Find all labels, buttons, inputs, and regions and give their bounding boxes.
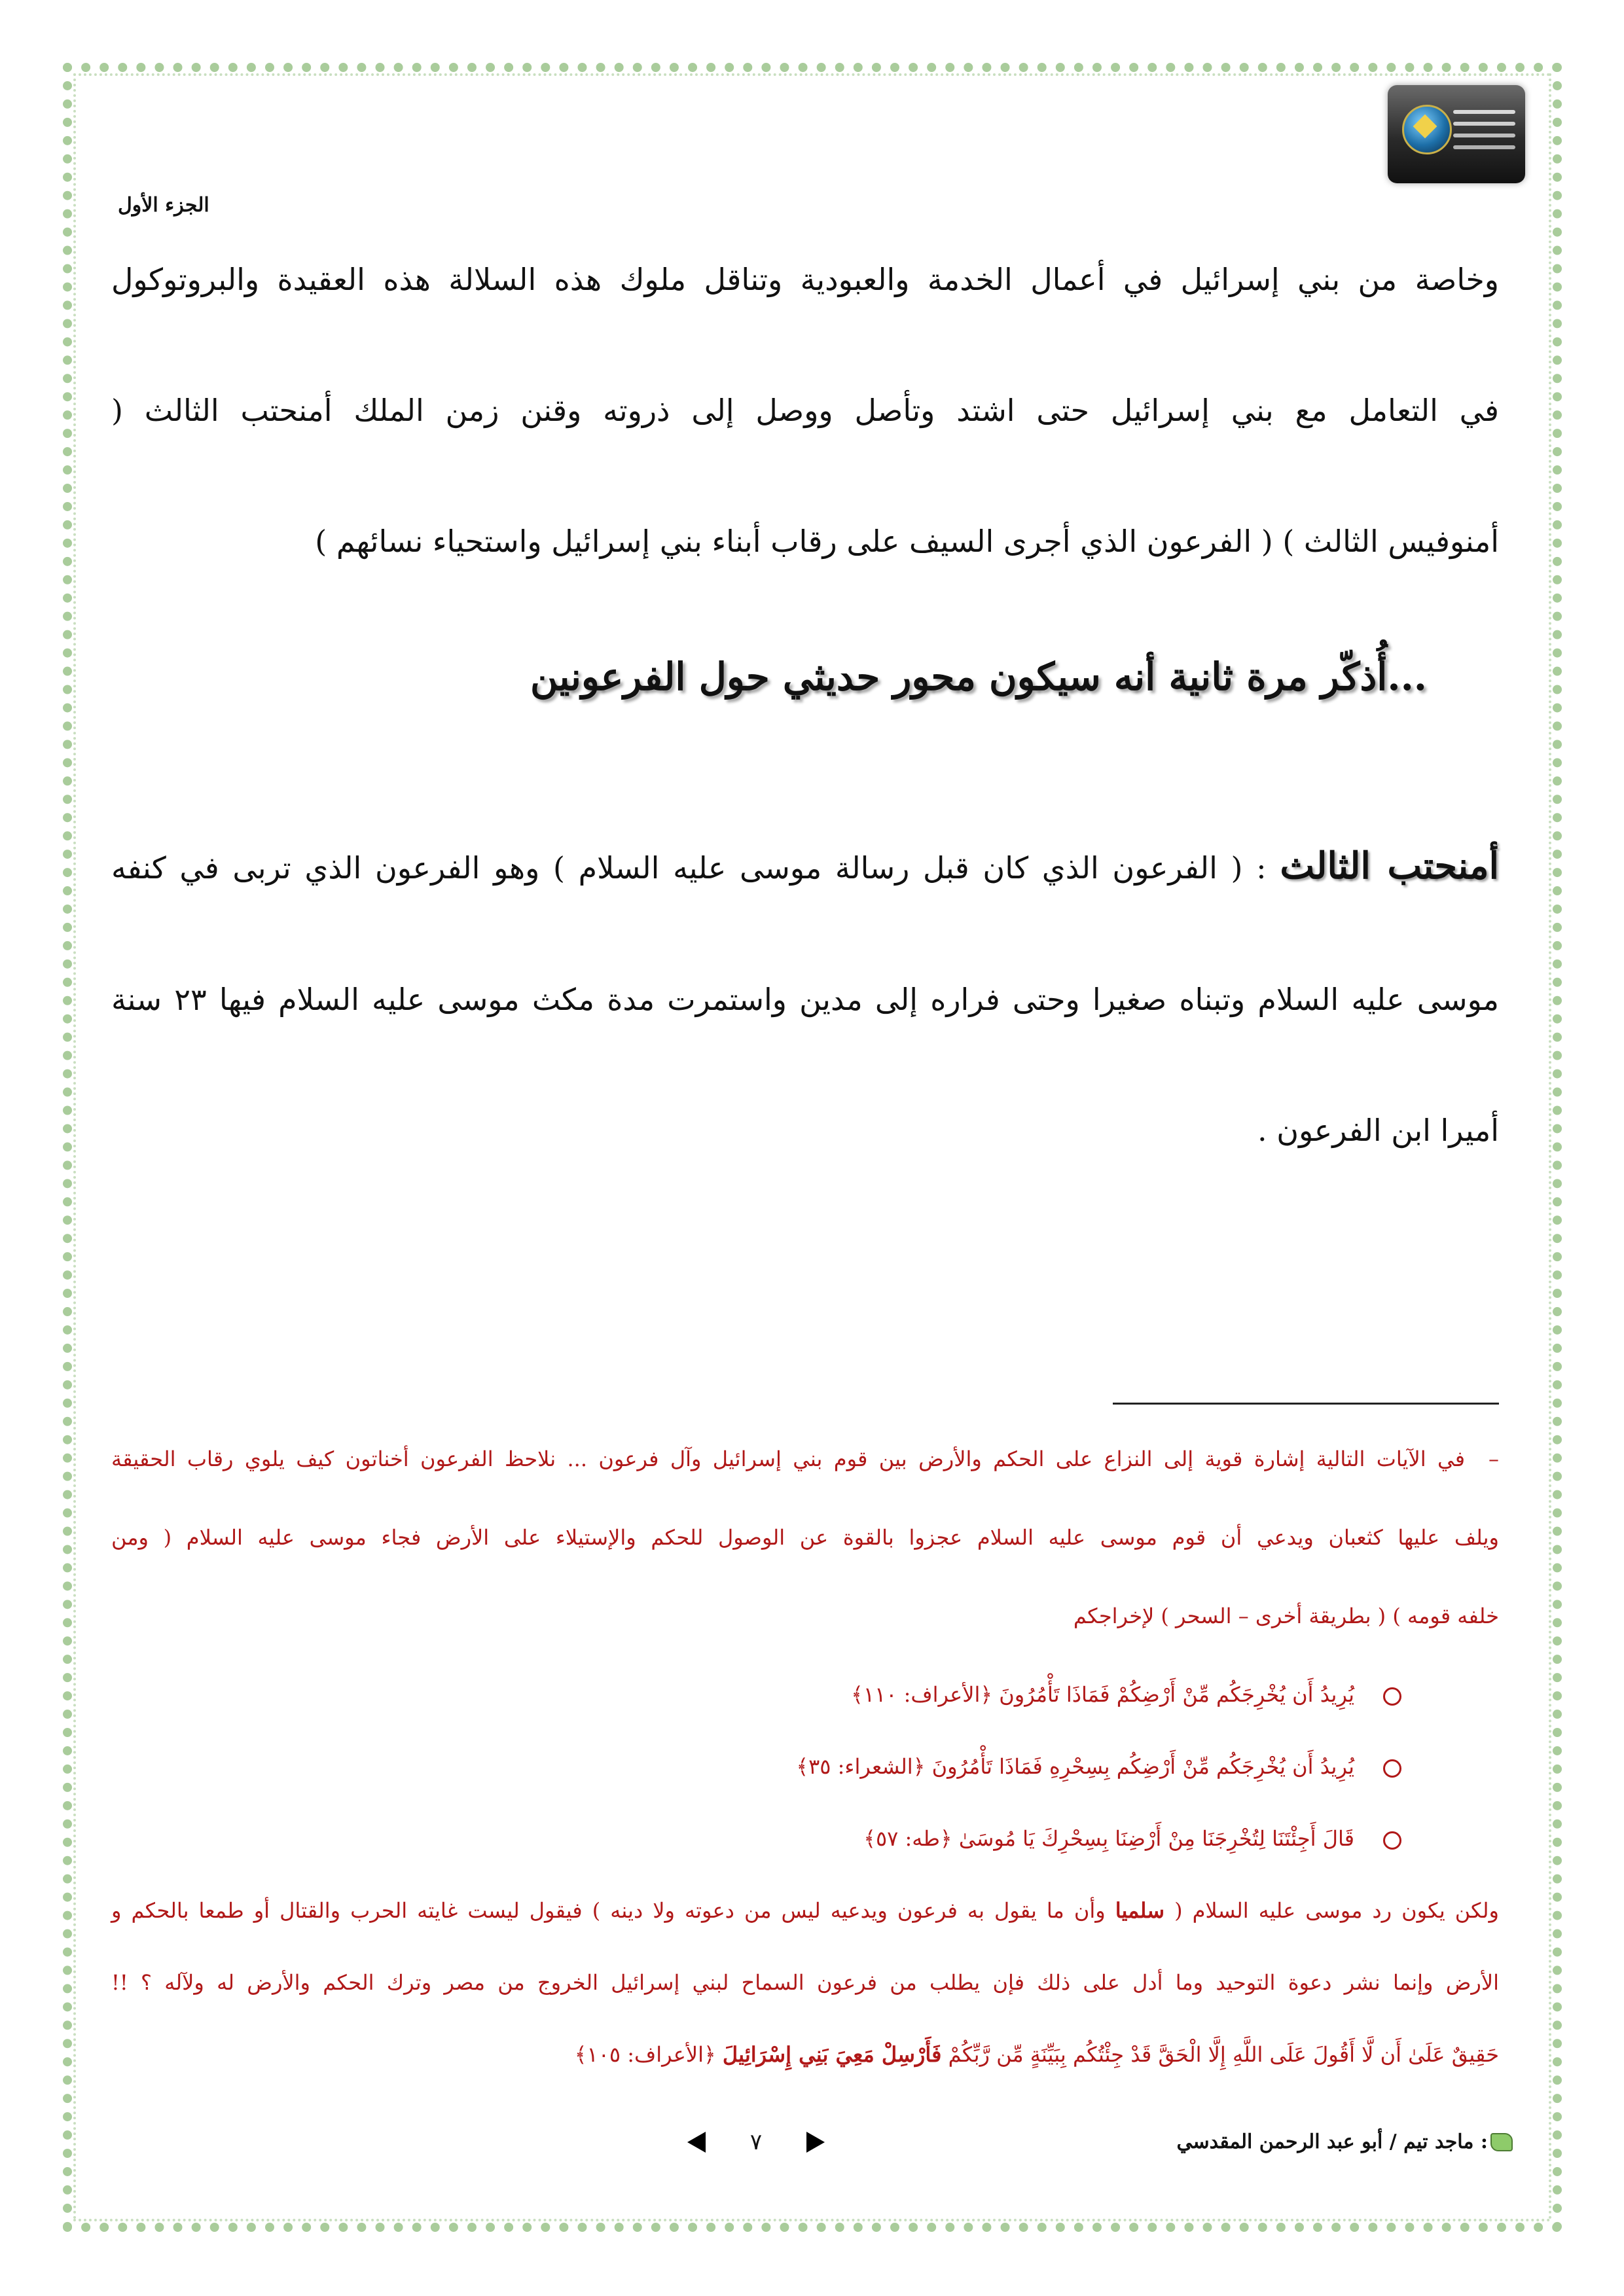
paragraph-1-line-2: في التعامل مع بني إسرائيل حتى اشتد وتأصل ووصل إلى ذروته وقنن زمن الملك أمنحتب الثالث ( — [111, 393, 1499, 428]
verse-text: يُرِيدُ أَن يُخْرِجَكُم مِّنْ أَرْضِكُم بِسِحْرِهِ فَمَاذَا تَأْمُرُونَ ﴿الشعراء: ٣٥﴾ — [796, 1754, 1354, 1779]
circle-bullet-icon — [1383, 1687, 1401, 1706]
footnote-line-4-a: ولكن يكون رد موسى عليه السلام ( — [1174, 1898, 1500, 1923]
footnote-line-1-text: في الآيات التالية إشارة قوية إلى النزاع على الحكم والأرض بين قوم بني إسرائيل وآل فرعون ... نلاحظ الفرعون أخناتون كيف يلوي رقاب الحقيقة — [111, 1446, 1466, 1471]
verse-item — [851, 1682, 1401, 1707]
verse-text: قَالَ أَجِئْتَنَا لِتُخْرِجَنَا مِنْ أَرْضِنَا بِسِحْرِكَ يَا مُوسَىٰ ﴿طه: ٥٧﴾ — [863, 1826, 1354, 1851]
paragraph-1-line-1: وخاصة من بني إسرائيل في أعمال الخدمة والعبودية وتناقل ملوك هذه السلالة هذه العقيدة والبروتوكول — [111, 262, 1499, 297]
footnote-line-5: الأرض وإنما نشر دعوة التوحيد وما أدل على ذلك فإن يطلب من فرعون السماح لبني إسرائيل الخروج من مصر وترك الحكم والأرض له ولآله ؟ !! — [111, 1970, 1499, 1995]
footnote-verse-reference: ﴿الأعراف: ١٠٥﴾ — [574, 2042, 716, 2067]
verse-item — [863, 1826, 1401, 1851]
footnote-line-4 — [111, 1898, 1499, 1923]
pen-icon — [1490, 2133, 1513, 2151]
footnote-emphasis: سلميا — [1115, 1898, 1165, 1923]
circle-bullet-icon — [1383, 1831, 1401, 1850]
page-navigation — [687, 2129, 825, 2155]
verse-item — [796, 1754, 1401, 1779]
logo-script-decoration — [1453, 110, 1515, 114]
circle-bullet-icon — [1383, 1759, 1401, 1778]
footnote-line-2: ويلف عليها كثعبان ويدعي أن قوم موسى عليه السلام عجزوا بالقوة عن الوصول للحكم والإستيلاء على الأرض فجاء موسى عليه السلام ( ومن — [111, 1525, 1499, 1550]
paragraph-1-line-3: أمنوفيس الثالث ) ( الفرعون الذي أجرى السيف على رقاب أبناء بني إسرائيل واستحياء نسائهم ) — [315, 524, 1499, 559]
footnote-verse-emphasis: فَأَرْسِلْ مَعِيَ بَنِي إِسْرَائِيلَ — [722, 2042, 942, 2067]
footnote-dash: – — [1489, 1446, 1500, 1471]
paragraph-2-line-2: موسى عليه السلام وتبناه صغيرا وحتى فراره إلى مدين واستمرت مدة مكث موسى عليه السلام فيها ٢٣ سنة — [111, 982, 1499, 1017]
next-page-icon[interactable] — [806, 2132, 825, 2153]
footnote-line-6-a: حَقِيقٌ عَلَىٰ أَن لَّا أَقُولَ عَلَى اللَّهِ إِلَّا الْحَقَّ قَدْ جِئْتُكُم بِبَيِّنَةٍ مِّن رَّبِّكُمْ — [948, 2042, 1499, 2067]
part-label: الجزء الأول — [118, 194, 209, 217]
previous-page-icon[interactable] — [687, 2132, 706, 2153]
paragraph-2-line-1 — [111, 844, 1499, 888]
footnote-line-1 — [111, 1446, 1499, 1471]
emblem-logo-icon — [1388, 85, 1525, 183]
author-name: : ماجد تيم / أبو عبد الرحمن المقدسي — [1176, 2130, 1488, 2153]
footnote-line-6 — [111, 2042, 1499, 2067]
footnote-separator — [1113, 1403, 1499, 1405]
paragraph-2-line-1-text: : ( الفرعون الذي كان قبل رسالة موسى عليه السلام ) وهو الفرعون الذي تربى في كنفه — [111, 850, 1267, 886]
section-heading: ...أُذكّر مرة ثانية أنه سيكون محور حديثي حول الفرعونين — [530, 655, 1427, 699]
page-number: ٧ — [749, 2129, 763, 2155]
author-credit — [1176, 2130, 1513, 2153]
term-amenhotep: أمنحتب الثالث — [1280, 844, 1500, 888]
footnote-line-4-b: وأن ما يقول به فرعون ويدعيه ليس من دعوته ولا دينه ) فيقول ليست غايته الحرب والقتال أو طمعا بالحكم و — [111, 1898, 1106, 1923]
footnote-line-3: خلفه قومه ) ( بطريقة أخرى – السحر ) لإخراجكم — [1073, 1604, 1499, 1628]
verse-text: يُرِيدُ أَن يُخْرِجَكُم مِّنْ أَرْضِكُمْ فَمَاذَا تَأْمُرُونَ ﴿الأعراف: ١١٠﴾ — [851, 1682, 1354, 1707]
paragraph-2-line-3: أميرا ابن الفرعون . — [1257, 1113, 1499, 1148]
